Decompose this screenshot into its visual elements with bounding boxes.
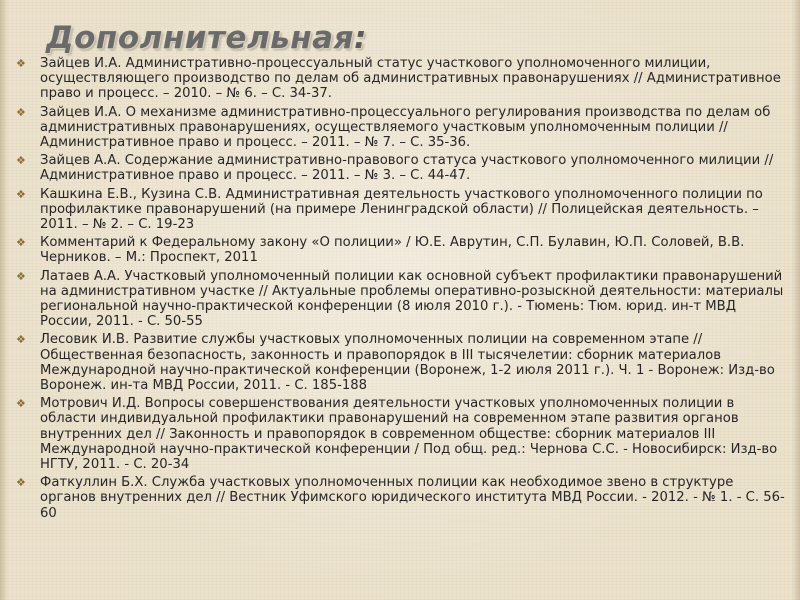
- reference-text: Кашкина Е.В., Кузина С.В. Административная деятельность участкового уполномоченного полиции по профилактике правонарушений (на примере Ленинградской области) // Полицейская деятельность. – 2011. – № 2. – С. 19-23: [40, 186, 763, 233]
- reference-text: Лесовик И.В. Развитие службы участковых уполномоченных полиции на современном этапе // Общественная безопасность, законность и правопорядок в III тысячелетии: сборник материалов Международной научно-практической конференции (Воронеж, 1-2 июля 2011 г.). Ч. 1 - Воронеж: Изд-во Воронеж. ин-та МВД России, 2011. - С. 185-188: [40, 332, 775, 394]
- reference-item: [14, 105, 792, 151]
- reference-item: [14, 269, 792, 330]
- diamond-bullet-icon: ❖: [16, 187, 26, 201]
- diamond-bullet-icon: ❖: [16, 57, 26, 70]
- reference-item: [14, 56, 792, 102]
- reference-item: [14, 235, 792, 265]
- diamond-bullet-icon: ❖: [16, 269, 26, 283]
- reference-item: [14, 396, 792, 472]
- reference-text: Комментарий к Федеральному закону «О полиции» / Ю.Е. Аврутин, С.П. Булавин, Ю.П. Соловей, В.В. Черников. – М.: Проспект, 2011: [40, 235, 745, 266]
- diamond-bullet-icon: ❖: [16, 333, 26, 347]
- slide-left-edge: [0, 0, 8, 600]
- slide-title-colon: :: [354, 20, 367, 56]
- reference-text: Фаткуллин Б.Х. Служба участковых уполномоченных полиции как необходимое звено в структуре органов внутренних дел // Вестник Уфимского юридического института МВД России. - 2012. - № 1. - С. 56-60: [40, 475, 785, 521]
- slide-right-edge: [792, 0, 800, 600]
- diamond-bullet-icon: ❖: [16, 105, 26, 119]
- reference-text: Зайцев И.А. Административно-процессуальный статус участкового уполномоченного милиции, осуществляющего производство по делам об административных правонарушениях // Административное право и процесс. – 2010. – № 6. – С. 34-37.: [40, 56, 781, 102]
- reference-item: [14, 332, 792, 393]
- reference-text: Зайцев А.А. Содержание административно-правового статуса участкового уполномоченного милиции // Административное право и процесс. – 2011. – № 3. – С. 44-47.: [40, 153, 774, 184]
- slide-title: [46, 20, 367, 56]
- reference-item: [14, 187, 792, 233]
- diamond-bullet-icon: ❖: [16, 236, 26, 250]
- reference-list: [14, 56, 792, 524]
- reference-item: [14, 153, 792, 183]
- reference-text: Латаев А.А. Участковый уполномоченный полиции как основной субъект профилактики правонарушений на административном участке // Актуальные проблемы оперативно-розыскной деятельности: материалы региональной научно-практической конференции (8 июля 2010 г.). - Тюмень: Тюм. юрид. ин-т МВД России, 2011. - С. 50-55: [40, 268, 784, 330]
- reference-text: Мотрович И.Д. Вопросы совершенствования деятельности участковых уполномоченных полиции в области индивидуальной профилактики правонарушений на современном этапе развития органов внутренних дел // Законность и правопорядок в современном обществе: сборник материалов III Международной научно-практической конференции / Под общ. ред.: Чернова С.С. - Новосибирск: Изд-во НГТУ, 2011. - С. 20-34: [40, 396, 778, 473]
- diamond-bullet-icon: ❖: [16, 397, 26, 411]
- reference-text: Зайцев И.А. О механизме административно-процессуального регулирования производства по делам об административных правонарушениях, осуществляемого участковым уполномоченным полиции // Административное право и процесс. – 2011. – № 7. – С. 35-36.: [40, 104, 771, 151]
- diamond-bullet-icon: ❖: [16, 476, 26, 490]
- diamond-bullet-icon: ❖: [16, 154, 26, 168]
- reference-item: [14, 475, 792, 521]
- slide-title-text: Дополнительная: [46, 20, 355, 56]
